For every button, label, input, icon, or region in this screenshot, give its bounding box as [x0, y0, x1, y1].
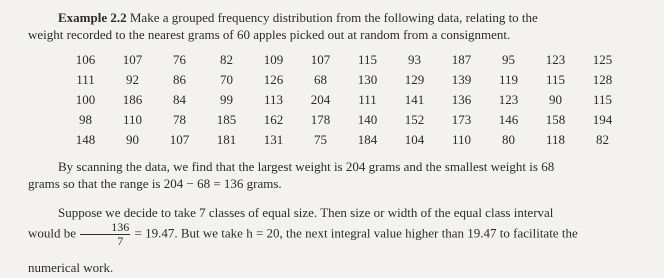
fraction-numerator: 136 — [80, 221, 130, 235]
table-cell: 173 — [451, 112, 472, 127]
table-cell: 115 — [357, 52, 378, 67]
table-cell: 109 — [263, 52, 284, 67]
table-cell: 141 — [404, 92, 425, 107]
table-cell: 104 — [404, 132, 425, 147]
example-paragraph — [28, 9, 648, 43]
table-cell: 187 — [451, 52, 472, 67]
table-cell: 106 — [75, 52, 96, 67]
table-cell: 125 — [592, 52, 613, 67]
table-cell: 115 — [592, 92, 613, 107]
table-cell: 158 — [545, 112, 566, 127]
table-cell: 113 — [263, 92, 284, 107]
table-cell: 107 — [169, 132, 190, 147]
table-cell: 90 — [126, 132, 139, 147]
would-be-text: would be — [28, 225, 77, 241]
table-cell: 107 — [122, 52, 143, 67]
table-cell: 107 — [310, 52, 331, 67]
example-text-line2: weight recorded to the nearest grams of 60 apples picked out at random from a consignment. — [28, 27, 511, 42]
example-label: Example 2.2 — [58, 10, 127, 25]
table-cell: 130 — [357, 72, 378, 87]
table-row — [62, 70, 626, 90]
apple-weight-data-table — [62, 50, 626, 150]
table-cell: 129 — [404, 72, 425, 87]
table-cell: 126 — [263, 72, 284, 87]
table-cell: 181 — [216, 132, 237, 147]
table-cell: 139 — [451, 72, 472, 87]
table-cell: 184 — [357, 132, 378, 147]
table-cell: 110 — [451, 132, 472, 147]
table-cell: 78 — [173, 112, 186, 127]
range-line1: By scanning the data, we find that the largest weight is 204 grams and the smallest weight is 68 — [58, 159, 555, 174]
post-fraction-text: = 19.47. But we take h = 20, the next integral value higher than 19.47 to facilitate the — [134, 225, 578, 241]
table-cell: 86 — [173, 72, 186, 87]
table-cell: 185 — [216, 112, 237, 127]
table-cell: 110 — [122, 112, 143, 127]
table-cell: 119 — [498, 72, 519, 87]
fraction-denominator: 7 — [117, 234, 124, 248]
table-cell: 68 — [314, 72, 327, 87]
table-cell: 152 — [404, 112, 425, 127]
table-cell: 92 — [126, 72, 139, 87]
table-cell: 84 — [173, 92, 186, 107]
class-width-fraction — [80, 221, 130, 248]
data-table-body — [62, 50, 626, 150]
table-cell: 186 — [122, 92, 143, 107]
numerical-work-line: numerical work. — [28, 260, 114, 275]
table-cell: 194 — [592, 112, 613, 127]
table-cell: 111 — [358, 92, 377, 107]
range-line2: grams so that the range is 204 − 68 = 136 grams. — [28, 176, 282, 191]
table-cell: 123 — [498, 92, 519, 107]
table-cell: 178 — [310, 112, 331, 127]
example-text-line1: Make a grouped frequency distribution from the following data, relating to the — [129, 10, 538, 25]
table-cell: 90 — [549, 92, 562, 107]
table-cell: 95 — [502, 52, 515, 67]
table-cell: 131 — [263, 132, 284, 147]
table-cell: 76 — [173, 52, 186, 67]
table-cell: 75 — [314, 132, 327, 147]
table-row — [62, 50, 626, 70]
table-row — [62, 90, 626, 110]
table-cell: 148 — [75, 132, 96, 147]
table-cell: 99 — [220, 92, 233, 107]
table-row — [62, 130, 626, 150]
class-size-paragraph — [28, 204, 648, 248]
table-cell: 82 — [596, 132, 609, 147]
table-cell: 98 — [79, 112, 92, 127]
table-cell: 115 — [545, 72, 566, 87]
table-cell: 111 — [76, 72, 95, 87]
range-paragraph — [28, 158, 648, 192]
table-cell: 118 — [545, 132, 566, 147]
table-cell: 93 — [408, 52, 421, 67]
table-row — [62, 110, 626, 130]
table-cell: 140 — [357, 112, 378, 127]
table-cell: 204 — [310, 92, 331, 107]
table-cell: 123 — [545, 52, 566, 67]
table-cell: 136 — [451, 92, 472, 107]
table-cell: 128 — [592, 72, 613, 87]
table-cell: 162 — [263, 112, 284, 127]
table-cell: 100 — [75, 92, 96, 107]
table-cell: 146 — [498, 112, 519, 127]
class-size-line1: Suppose we decide to take 7 classes of equal size. Then size or width of the equal class interval — [58, 205, 554, 220]
table-cell: 80 — [502, 132, 515, 147]
class-size-line2 — [0, 221, 648, 248]
table-cell: 70 — [220, 72, 233, 87]
table-cell: 82 — [220, 52, 233, 67]
